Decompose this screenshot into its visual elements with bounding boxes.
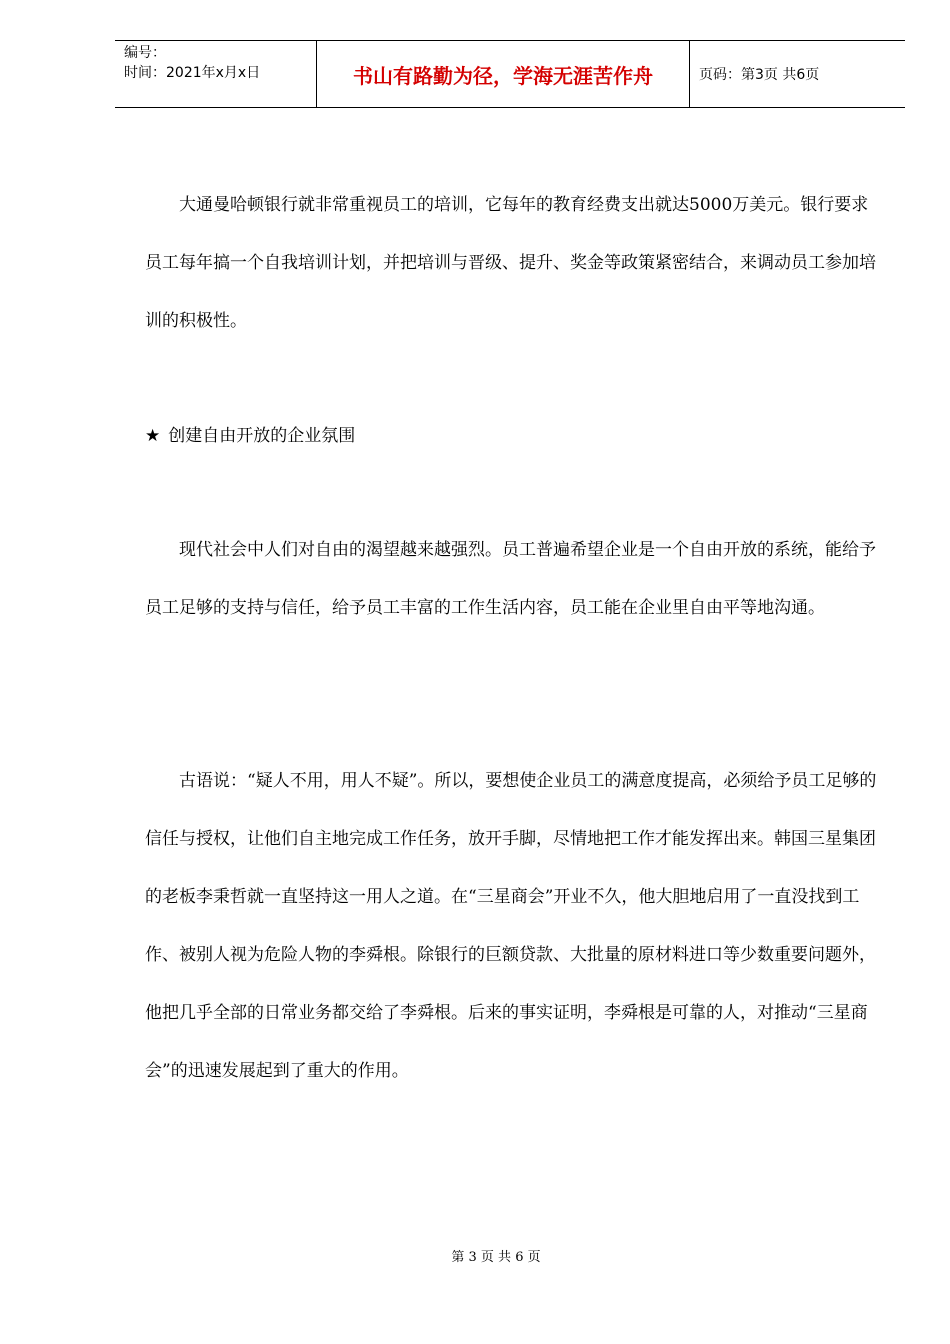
- document-date-label: 时间：2021年x月x日: [124, 65, 261, 81]
- star-icon: ★: [145, 426, 161, 446]
- document-number-label: 编号：: [124, 45, 166, 61]
- section-heading-text: 创建自由开放的企业氛围: [168, 426, 356, 446]
- header-divider: [689, 41, 690, 107]
- body-paragraph-1: 大通曼哈顿银行就非常重视员工的培训，它每年的教育经费支出就达5000万美元。银行要求员工每年搞一个自我培训计划，并把培训与晋级、提升、奖金等政策紧密结合，来调动员工参加培训的积极性。: [145, 195, 876, 331]
- body-paragraph-3: 古语说：“疑人不用，用人不疑”。所以，要想使企业员工的满意度提高，必须给予员工足够的信任与授权，让他们自主地完成工作任务，放开手脚，尽情地把工作才能发挥出来。韩国三星集团的老板李秉哲就一直坚持这一用人之道。在“三星商会”开业不久，他大胆地启用了一直没找到工作、被别人视为危险人物的李舜根。除银行的巨额贷款、大批量的原材料进口等少数重要问题外，他把几乎全部的日常业务都交给了李舜根。后来的事实证明，李舜根是可靠的人，对推动“三星商会”的迅速发展起到了重大的作用。: [145, 771, 877, 1081]
- section-heading: [145, 418, 355, 454]
- body-paragraph-2: 现代社会中人们对自由的渴望越来越强烈。员工普遍希望企业是一个自由开放的系统，能给予员工足够的支持与信任，给予员工丰富的工作生活内容，员工能在企业里自由平等地沟通。: [145, 540, 876, 618]
- page-footer: 第 3 页 共 6 页: [451, 1250, 541, 1265]
- header-meta: [124, 43, 319, 83]
- header-page-code: 页码：第3页 共6页: [699, 67, 820, 83]
- page-header: [115, 40, 905, 108]
- header-motto: 书山有路勤为径，学海无涯苦作舟: [353, 63, 653, 88]
